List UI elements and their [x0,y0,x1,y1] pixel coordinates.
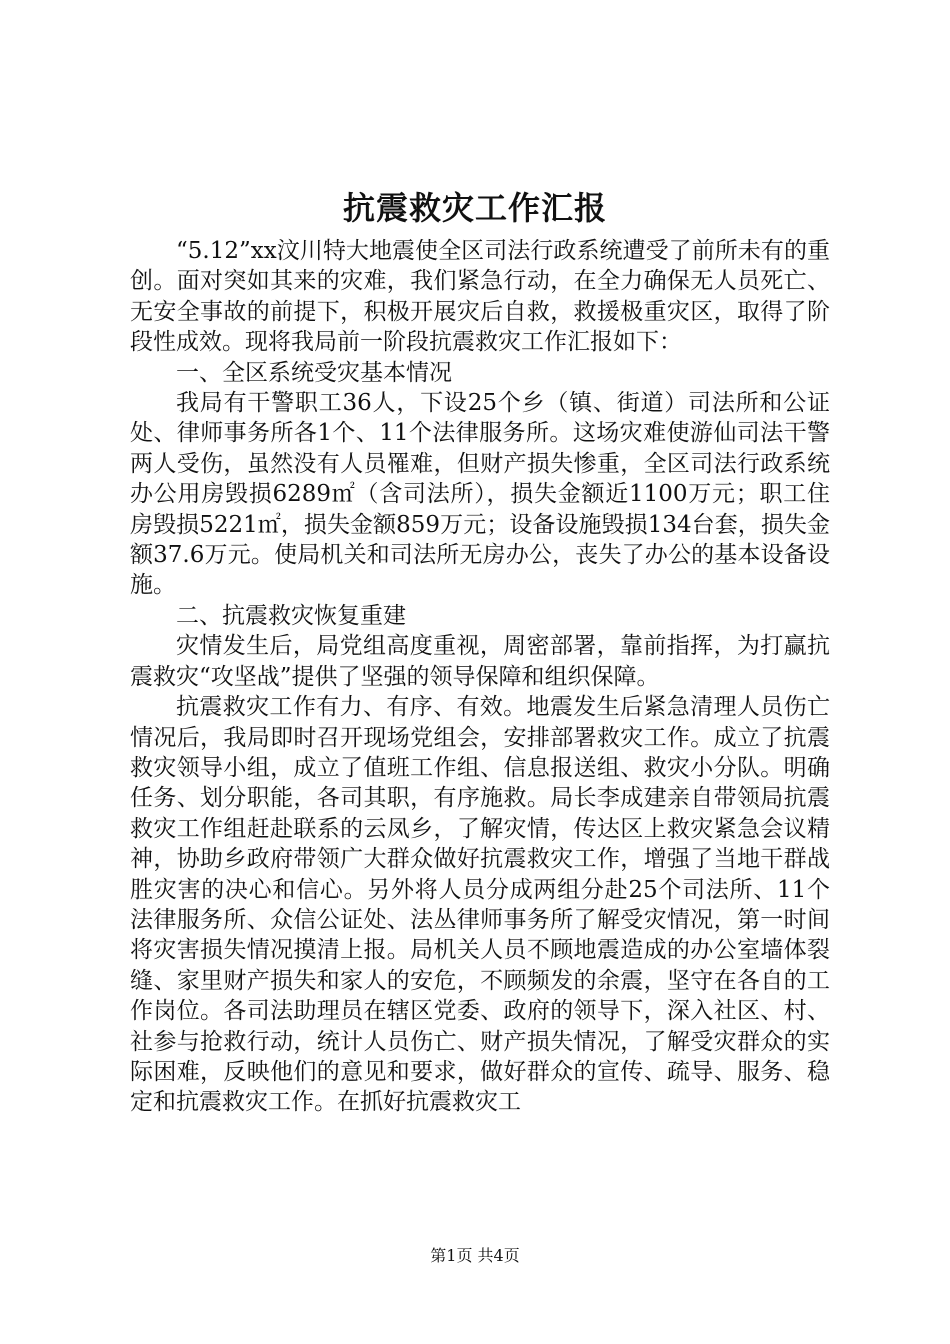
paragraph-intro: “5.12”xx汶川特大地震使全区司法行政系统遭受了前所未有的重创。面对突如其来的灾难，我们紧急行动，在全力确保无人员死亡、无安全事故的前提下，积极开展灾后自救，救援极重灾区，取得了阶段性成效。现将我局前一阶段抗震救灾工作汇报如下： [130,238,830,356]
paragraph-leadership: 灾情发生后，局党组高度重视，周密部署，靠前指挥，为打赢抗震救灾“攻坚战”提供了坚强的领导保障和组织保障。 [130,633,830,690]
page-footer: 第1页 共4页 [430,1246,520,1265]
paragraph-relief-work: 抗震救灾工作有力、有序、有效。地震发生后紧急清理人员伤亡情况后，我局即时召开现场党组会，安排部署救灾工作。成立了抗震救灾领导小组，成立了值班工作组、信息报送组、救灾小分队。明确任务、划分职能，各司其职，有序施救。局长李成建亲自带领局抗震救灾工作组赶赴联系的云凤乡，了解灾情，传达区上救灾紧急会议精神，协助乡政府带领广大群众做好抗震救灾工作，增强了当地干群战胜灾害的决心和信心。另外将人员分成两组分赴25个司法所、11个法律服务所、众信公证处、法丛律师事务所了解受灾情况，第一时间将灾害损失情况摸清上报。局机关人员不顾地震造成的办公室墙体裂缝、家里财产损失和家人的安危，不顾频发的余震，坚守在各自的工作岗位。各司法助理员在辖区党委、政府的领导下，深入社区、村、社参与抢救行动，统计人员伤亡、财产损失情况，了解受灾群众的实际困难，反映他们的意见和要求，做好群众的宣传、疏导、服务、稳定和抗震救灾工作。在抓好抗震救灾工 [130,694,830,1116]
section-heading-2: 二、抗震救灾恢复重建 [176,602,406,629]
section-heading-1: 一、全区系统受灾基本情况 [176,359,452,386]
document-title: 抗震救灾工作汇报 [342,189,607,227]
document-body [130,236,830,1118]
paragraph-damage: 我局有干警职工36人，下设25个乡（镇、街道）司法所和公证处、律师事务所各1个、11个法律服务所。这场灾难使游仙司法干警两人受伤，虽然没有人员罹难，但财产损失惨重，全区司法行政系统办公用房毁损6289㎡（含司法所），损失金额近1100万元；职工住房毁损5221㎡，损失金额859万元；设备设施毁损134台套，损失金额37.6万元。使局机关和司法所无房办公，丧失了办公的基本设备设施。 [130,390,830,599]
